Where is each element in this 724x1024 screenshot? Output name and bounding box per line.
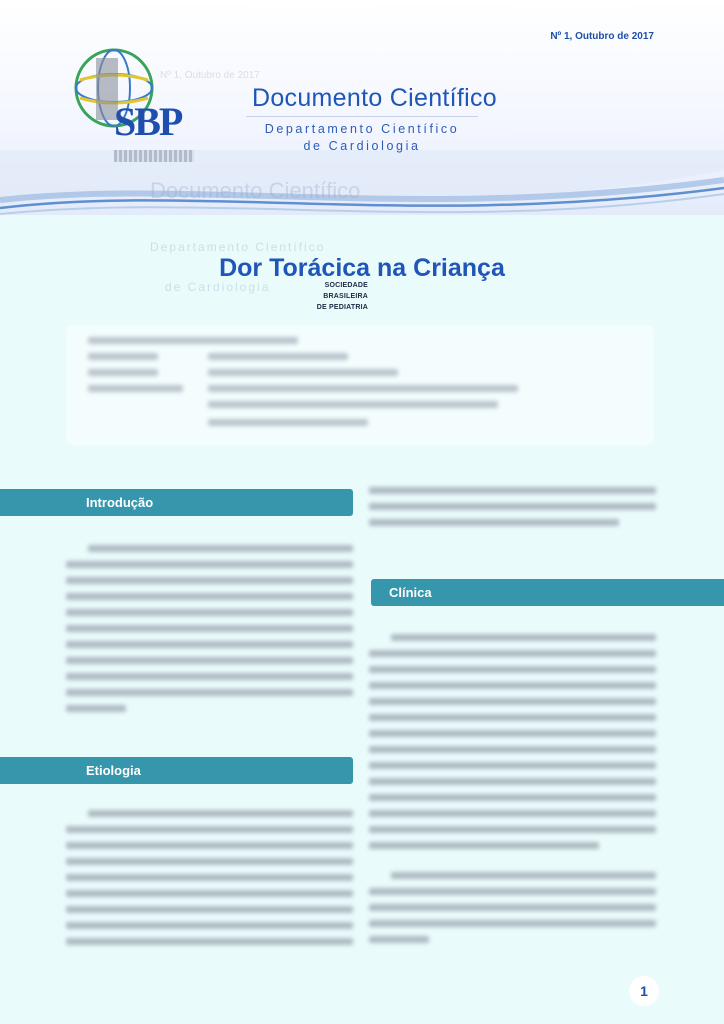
section-header-clinica: Clínica	[371, 579, 724, 606]
department-line-1: Departamento Científico	[264, 122, 460, 136]
issue-date: Nº 1, Outubro de 2017	[550, 31, 654, 42]
section-header-etiologia: Etiologia	[0, 757, 353, 784]
logo-text: SBP	[114, 99, 182, 144]
ghost-issue: Nº 1, Outubro de 2017	[160, 70, 260, 81]
intro-paragraph	[66, 545, 353, 721]
ghost-department-1: Departamento Científico	[150, 240, 326, 254]
authors-box	[66, 325, 654, 445]
section-header-introducao: Introdução	[0, 489, 353, 516]
clinica-paragraph-2	[369, 872, 656, 952]
ghost-department-2: de Cardiologia	[165, 280, 271, 294]
ghost-doc-title: Documento Científico	[150, 178, 361, 203]
society-line-1: SOCIEDADE BRASILEIRA	[323, 282, 368, 300]
clinica-paragraph	[369, 634, 656, 858]
society-line-2: DE PEDIATRIA	[316, 304, 368, 311]
logo-subtitle	[114, 150, 194, 162]
page-number: 1	[629, 976, 659, 1006]
etiologia-paragraph	[66, 810, 353, 954]
document-type-title: Documento Científico	[252, 84, 498, 112]
sbp-logo	[66, 40, 196, 165]
society-name	[290, 280, 368, 313]
department-line-2: de Cardiologia	[303, 139, 421, 153]
title-rule	[246, 116, 478, 117]
intro-continued-paragraph	[369, 487, 656, 535]
main-title: Dor Torácica na Criança	[219, 254, 505, 282]
